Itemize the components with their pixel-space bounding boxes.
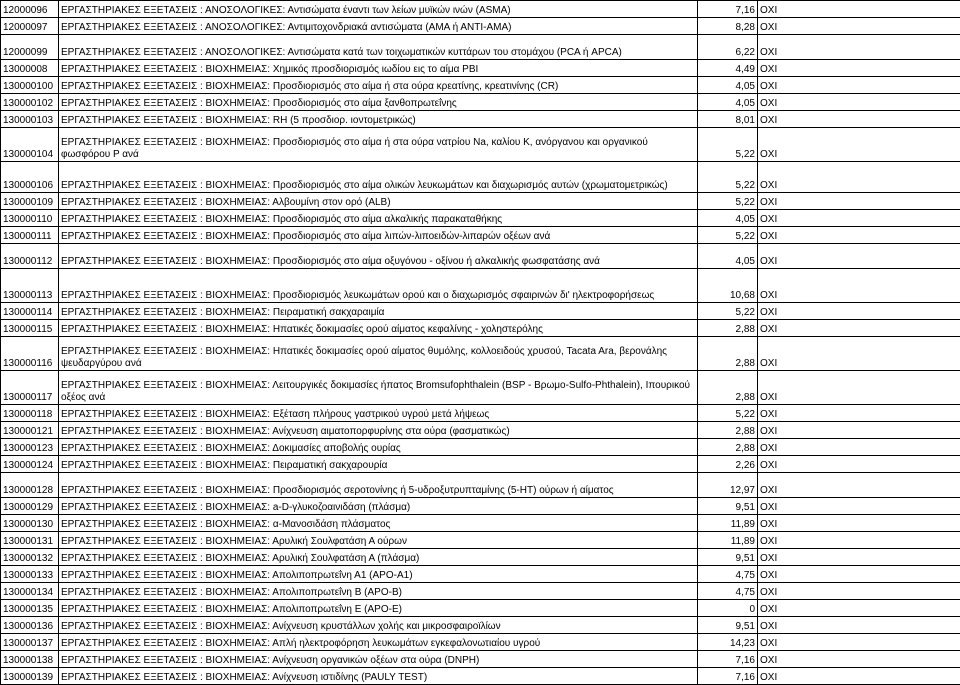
row-flag-cell[interactable]: ΟΧΙ (758, 244, 960, 269)
row-flag-cell[interactable]: ΟΧΙ (758, 617, 960, 634)
row-price-cell[interactable]: 5,22 (698, 227, 758, 244)
row-price-cell[interactable]: 7,16 (698, 651, 758, 668)
row-price-cell[interactable]: 4,05 (698, 77, 758, 94)
row-flag-cell[interactable]: ΟΧΙ (758, 439, 960, 456)
row-price-cell[interactable]: 2,88 (698, 337, 758, 371)
row-code-cell[interactable]: 130000124 (1, 456, 59, 473)
row-description-cell[interactable]: ΕΡΓΑΣΤΗΡΙΑΚΕΣ ΕΞΕΤΑΣΕΙΣ : ΒΙΟΧΗΜΕΙΑΣ: Δοκιμασίες αποβολής ουρίας (59, 439, 698, 456)
row-flag-cell[interactable]: ΟΧΙ (758, 227, 960, 244)
row-description-cell[interactable]: ΕΡΓΑΣΤΗΡΙΑΚΕΣ ΕΞΕΤΑΣΕΙΣ : ΒΙΟΧΗΜΕΙΑΣ: Προσδιορισμός στο αίμα οξυγόνου - οξίνου ή αλκαλικής φωσφατάσης ανά (59, 244, 698, 269)
row-description-cell[interactable]: ΕΡΓΑΣΤΗΡΙΑΚΕΣ ΕΞΕΤΑΣΕΙΣ : ΒΙΟΧΗΜΕΙΑΣ: RH (5 προσδιορ. ιοντομετρικώς) (59, 111, 698, 128)
row-code-cell[interactable]: 130000121 (1, 422, 59, 439)
row-price-cell[interactable]: 12,97 (698, 473, 758, 498)
row-description-cell[interactable]: ΕΡΓΑΣΤΗΡΙΑΚΕΣ ΕΞΕΤΑΣΕΙΣ : ΑΝΟΣΟΛΟΓΙΚΕΣ: Αντισώματα έναντι των λείων μυϊκών ινών (ASMA) (59, 1, 698, 18)
row-price-cell[interactable]: 2,88 (698, 320, 758, 337)
row-flag-cell[interactable]: ΟΧΙ (758, 405, 960, 422)
table-row (1, 1, 960, 18)
row-code-cell[interactable]: 130000135 (1, 600, 59, 617)
row-price-cell[interactable]: 2,88 (698, 422, 758, 439)
table-body (1, 1, 960, 685)
table-row (1, 456, 960, 473)
row-flag-cell[interactable]: ΟΧΙ (758, 583, 960, 600)
row-price-cell[interactable]: 4,75 (698, 566, 758, 583)
row-price-cell[interactable]: 10,68 (698, 269, 758, 303)
table-row (1, 651, 960, 668)
row-description-cell[interactable]: ΕΡΓΑΣΤΗΡΙΑΚΕΣ ΕΞΕΤΑΣΕΙΣ : ΒΙΟΧΗΜΕΙΑΣ: Λειτουργικές δοκιμασίες ήπατος Bromsufophthalein (BSP - Βρωμο-Sulfo-Phthalein), Ιπουρικού οξέος ανά (59, 371, 698, 405)
row-price-cell[interactable]: 4,75 (698, 583, 758, 600)
table-row (1, 18, 960, 35)
row-description-cell[interactable]: ΕΡΓΑΣΤΗΡΙΑΚΕΣ ΕΞΕΤΑΣΕΙΣ : ΒΙΟΧΗΜΕΙΑΣ: Ανίχνευση οργανικών οξέων στα ούρα (DNPH) (59, 651, 698, 668)
row-description-cell[interactable]: ΕΡΓΑΣΤΗΡΙΑΚΕΣ ΕΞΕΤΑΣΕΙΣ : ΒΙΟΧΗΜΕΙΑΣ: Προσδιορισμός λευκωμάτων ορού και ο διαχωρισμός σφαιρινών δι' ηλεκτροφορήσεως (59, 269, 698, 303)
table-row (1, 269, 960, 303)
row-code-cell[interactable]: 130000133 (1, 566, 59, 583)
row-code-cell[interactable]: 130000106 (1, 162, 59, 193)
row-code-cell[interactable]: 130000103 (1, 111, 59, 128)
row-code-cell[interactable]: 130000137 (1, 634, 59, 651)
row-description-cell[interactable]: ΕΡΓΑΣΤΗΡΙΑΚΕΣ ΕΞΕΤΑΣΕΙΣ : ΒΙΟΧΗΜΕΙΑΣ: a-D-γλυκοζοαινιδάση (πλάσμα) (59, 498, 698, 515)
table-row (1, 422, 960, 439)
row-description-cell[interactable]: ΕΡΓΑΣΤΗΡΙΑΚΕΣ ΕΞΕΤΑΣΕΙΣ : ΒΙΟΧΗΜΕΙΑΣ: Ανίχνευση κρυστάλλων χολής και μικροσφαιροϊλίων (59, 617, 698, 634)
row-flag-cell[interactable]: ΟΧΙ (758, 111, 960, 128)
table-row (1, 227, 960, 244)
row-flag-cell[interactable]: ΟΧΙ (758, 303, 960, 320)
row-code-cell[interactable]: 130000110 (1, 210, 59, 227)
row-price-cell[interactable]: 2,26 (698, 456, 758, 473)
row-flag-cell[interactable]: ΟΧΙ (758, 60, 960, 77)
row-code-cell[interactable]: 130000111 (1, 227, 59, 244)
row-code-cell[interactable]: 130000128 (1, 473, 59, 498)
row-flag-cell[interactable]: ΟΧΙ (758, 651, 960, 668)
table-row (1, 210, 960, 227)
row-price-cell[interactable]: 9,51 (698, 498, 758, 515)
row-price-cell[interactable]: 8,01 (698, 111, 758, 128)
row-code-cell[interactable]: 130000131 (1, 532, 59, 549)
row-code-cell[interactable]: 130000100 (1, 77, 59, 94)
table-row (1, 303, 960, 320)
row-price-cell[interactable]: 9,51 (698, 549, 758, 566)
table-row (1, 549, 960, 566)
row-code-cell[interactable]: 130000115 (1, 320, 59, 337)
row-description-cell[interactable]: ΕΡΓΑΣΤΗΡΙΑΚΕΣ ΕΞΕΤΑΣΕΙΣ : ΒΙΟΧΗΜΕΙΑΣ: Απολιποπρωτεΐνη Β (APO-B) (59, 583, 698, 600)
table-row (1, 128, 960, 162)
row-description-cell[interactable]: ΕΡΓΑΣΤΗΡΙΑΚΕΣ ΕΞΕΤΑΣΕΙΣ : ΑΝΟΣΟΛΟΓΙΚΕΣ: Αντισώματα κατά των τοιχωματικών κυττάρων του στομάχου (PCA ή APCA) (59, 35, 698, 60)
row-flag-cell[interactable]: ΟΧΙ (758, 162, 960, 193)
row-code-cell[interactable]: 130000123 (1, 439, 59, 456)
row-description-cell[interactable]: ΕΡΓΑΣΤΗΡΙΑΚΕΣ ΕΞΕΤΑΣΕΙΣ : ΒΙΟΧΗΜΕΙΑΣ: Ανίχνευση αιματοπορφυρίνης στα ούρα (φασματικώς) (59, 422, 698, 439)
table-row (1, 111, 960, 128)
row-description-cell[interactable]: ΕΡΓΑΣΤΗΡΙΑΚΕΣ ΕΞΕΤΑΣΕΙΣ : ΒΙΟΧΗΜΕΙΑΣ: Προσδιορισμός στο αίμα ολικών λευκωμάτων και διαχωρισμός αυτών (χρωματομετρικώς) (59, 162, 698, 193)
table-row (1, 371, 960, 405)
table-row (1, 600, 960, 617)
row-code-cell[interactable]: 130000118 (1, 405, 59, 422)
table-row (1, 617, 960, 634)
row-price-cell[interactable]: 7,16 (698, 668, 758, 685)
row-price-cell[interactable]: 2,88 (698, 371, 758, 405)
table-row (1, 35, 960, 60)
row-description-cell[interactable]: ΕΡΓΑΣΤΗΡΙΑΚΕΣ ΕΞΕΤΑΣΕΙΣ : ΒΙΟΧΗΜΕΙΑΣ: Αρυλική Σουλφατάση Α ούρων (59, 532, 698, 549)
row-description-cell[interactable]: ΕΡΓΑΣΤΗΡΙΑΚΕΣ ΕΞΕΤΑΣΕΙΣ : ΒΙΟΧΗΜΕΙΑΣ: Χημικός προσδιορισμός ιωδίου εις το αίμα PBI (59, 60, 698, 77)
table-row (1, 668, 960, 685)
row-price-cell[interactable]: 2,88 (698, 439, 758, 456)
row-price-cell[interactable]: 9,51 (698, 617, 758, 634)
row-flag-cell[interactable]: ΟΧΙ (758, 456, 960, 473)
row-flag-cell[interactable]: ΟΧΙ (758, 337, 960, 371)
row-description-cell[interactable]: ΕΡΓΑΣΤΗΡΙΑΚΕΣ ΕΞΕΤΑΣΕΙΣ : ΒΙΟΧΗΜΕΙΑΣ: α-Μανοσιδάση πλάσματος (59, 515, 698, 532)
row-description-cell[interactable]: ΕΡΓΑΣΤΗΡΙΑΚΕΣ ΕΞΕΤΑΣΕΙΣ : ΒΙΟΧΗΜΕΙΑΣ: Αλβουμίνη στον ορό (ALB) (59, 193, 698, 210)
row-code-cell[interactable]: 130000104 (1, 128, 59, 162)
row-description-cell[interactable]: ΕΡΓΑΣΤΗΡΙΑΚΕΣ ΕΞΕΤΑΣΕΙΣ : ΒΙΟΧΗΜΕΙΑΣ: Προσδιορισμός στο αίμα αλκαλικής παρακαταθήκης (59, 210, 698, 227)
table-row (1, 162, 960, 193)
row-price-cell[interactable]: 8,28 (698, 18, 758, 35)
row-flag-cell[interactable]: ΟΧΙ (758, 600, 960, 617)
row-price-cell[interactable]: 11,89 (698, 532, 758, 549)
row-price-cell[interactable]: 4,49 (698, 60, 758, 77)
row-flag-cell[interactable]: ΟΧΙ (758, 371, 960, 405)
table-row (1, 532, 960, 549)
row-description-cell[interactable]: ΕΡΓΑΣΤΗΡΙΑΚΕΣ ΕΞΕΤΑΣΕΙΣ : ΒΙΟΧΗΜΕΙΑΣ: Ηπατικές δοκιμασίες ορού αίματος κεφαλίνης - χοληστερόλης (59, 320, 698, 337)
table-row (1, 498, 960, 515)
row-description-cell[interactable]: ΕΡΓΑΣΤΗΡΙΑΚΕΣ ΕΞΕΤΑΣΕΙΣ : ΒΙΟΧΗΜΕΙΑΣ: Απλή ηλεκτροφόρηση λευκωμάτων εγκεφαλονωτιαίου υγρού (59, 634, 698, 651)
row-code-cell[interactable]: 12000099 (1, 35, 59, 60)
row-description-cell[interactable]: ΕΡΓΑΣΤΗΡΙΑΚΕΣ ΕΞΕΤΑΣΕΙΣ : ΒΙΟΧΗΜΕΙΑΣ: Απολιποπρωτεΐνη Ε (APO-E) (59, 600, 698, 617)
row-description-cell[interactable]: ΕΡΓΑΣΤΗΡΙΑΚΕΣ ΕΞΕΤΑΣΕΙΣ : ΒΙΟΧΗΜΕΙΑΣ: Πειραματική σακχαρουρία (59, 456, 698, 473)
row-price-cell[interactable]: 7,16 (698, 1, 758, 18)
row-description-cell[interactable]: ΕΡΓΑΣΤΗΡΙΑΚΕΣ ΕΞΕΤΑΣΕΙΣ : ΒΙΟΧΗΜΕΙΑΣ: Απολιποπρωτεΐνη Α1 (APO-A1) (59, 566, 698, 583)
row-code-cell[interactable]: 130000113 (1, 269, 59, 303)
row-price-cell[interactable]: 5,22 (698, 162, 758, 193)
row-flag-cell[interactable]: ΟΧΙ (758, 498, 960, 515)
row-flag-cell[interactable]: ΟΧΙ (758, 193, 960, 210)
table-row (1, 244, 960, 269)
row-flag-cell[interactable]: ΟΧΙ (758, 549, 960, 566)
row-code-cell[interactable]: 12000097 (1, 18, 59, 35)
row-description-cell[interactable]: ΕΡΓΑΣΤΗΡΙΑΚΕΣ ΕΞΕΤΑΣΕΙΣ : ΒΙΟΧΗΜΕΙΑΣ: Προσδιορισμός στο αίμα ή στα ούρα νατρίου Na, καλίου Κ, ανόργανου και οργανικού φωσφόρου Ρ ανά (59, 128, 698, 162)
table-row (1, 94, 960, 111)
table-row (1, 337, 960, 371)
row-code-cell[interactable]: 130000112 (1, 244, 59, 269)
row-flag-cell[interactable]: ΟΧΙ (758, 77, 960, 94)
row-flag-cell[interactable]: ΟΧΙ (758, 566, 960, 583)
row-code-cell[interactable]: 130000130 (1, 515, 59, 532)
row-price-cell[interactable]: 6,22 (698, 35, 758, 60)
row-flag-cell[interactable]: ΟΧΙ (758, 515, 960, 532)
table-row (1, 193, 960, 210)
row-flag-cell[interactable]: ΟΧΙ (758, 18, 960, 35)
row-description-cell[interactable]: ΕΡΓΑΣΤΗΡΙΑΚΕΣ ΕΞΕΤΑΣΕΙΣ : ΒΙΟΧΗΜΕΙΑΣ: Ηπατικές δοκιμασίες ορού αίματος θυμόλης, κολλοειδούς χρυσού, Tacata Ara, βερονάλης ψευδαργύρου ανά (59, 337, 698, 371)
row-price-cell[interactable]: 14,23 (698, 634, 758, 651)
row-code-cell[interactable]: 130000139 (1, 668, 59, 685)
row-code-cell[interactable]: 130000129 (1, 498, 59, 515)
row-description-cell[interactable]: ΕΡΓΑΣΤΗΡΙΑΚΕΣ ΕΞΕΤΑΣΕΙΣ : ΒΙΟΧΗΜΕΙΑΣ: Εξέταση πλήρους γαστρικού υγρού μετά λήψεως (59, 405, 698, 422)
row-code-cell[interactable]: 130000132 (1, 549, 59, 566)
table-row (1, 473, 960, 498)
row-price-cell[interactable]: 0 (698, 600, 758, 617)
row-price-cell[interactable]: 5,22 (698, 193, 758, 210)
row-description-cell[interactable]: ΕΡΓΑΣΤΗΡΙΑΚΕΣ ΕΞΕΤΑΣΕΙΣ : ΒΙΟΧΗΜΕΙΑΣ: Προσδιορισμός στο αίμα ή στα ούρα κρεατίνης, κρεατινίνης (CR) (59, 77, 698, 94)
row-code-cell[interactable]: 130000136 (1, 617, 59, 634)
table-row (1, 515, 960, 532)
row-flag-cell[interactable]: ΟΧΙ (758, 1, 960, 18)
table-row (1, 439, 960, 456)
table-row (1, 634, 960, 651)
row-description-cell[interactable]: ΕΡΓΑΣΤΗΡΙΑΚΕΣ ΕΞΕΤΑΣΕΙΣ : ΒΙΟΧΗΜΕΙΑΣ: Αρυλική Σουλφατάση Α (πλάσμα) (59, 549, 698, 566)
row-flag-cell[interactable]: ΟΧΙ (758, 210, 960, 227)
row-description-cell[interactable]: ΕΡΓΑΣΤΗΡΙΑΚΕΣ ΕΞΕΤΑΣΕΙΣ : ΒΙΟΧΗΜΕΙΑΣ: Πειραματική σακχαραιμία (59, 303, 698, 320)
table-row (1, 566, 960, 583)
row-flag-cell[interactable]: ΟΧΙ (758, 269, 960, 303)
row-flag-cell[interactable]: ΟΧΙ (758, 634, 960, 651)
row-code-cell[interactable]: 130000109 (1, 193, 59, 210)
row-flag-cell[interactable]: ΟΧΙ (758, 35, 960, 60)
row-code-cell[interactable]: 130000138 (1, 651, 59, 668)
table-row (1, 77, 960, 94)
row-code-cell[interactable]: 130000114 (1, 303, 59, 320)
row-price-cell[interactable]: 11,89 (698, 515, 758, 532)
row-code-cell[interactable]: 12000096 (1, 1, 59, 18)
row-price-cell[interactable]: 4,05 (698, 244, 758, 269)
row-description-cell[interactable]: ΕΡΓΑΣΤΗΡΙΑΚΕΣ ΕΞΕΤΑΣΕΙΣ : ΒΙΟΧΗΜΕΙΑΣ: Προσδιορισμός σεροτονίνης ή 5-υδροξυτρυπταμίνης (5-ΗΤ) ούρων ή αίματος (59, 473, 698, 498)
row-flag-cell[interactable]: ΟΧΙ (758, 94, 960, 111)
table-row (1, 405, 960, 422)
row-description-cell[interactable]: ΕΡΓΑΣΤΗΡΙΑΚΕΣ ΕΞΕΤΑΣΕΙΣ : ΒΙΟΧΗΜΕΙΑΣ: Προσδιορισμός στο αίμα λιπών-λιποειδών-λιπαρών οξέων ανά (59, 227, 698, 244)
row-flag-cell[interactable]: ΟΧΙ (758, 473, 960, 498)
row-code-cell[interactable]: 130000117 (1, 371, 59, 405)
row-flag-cell[interactable]: ΟΧΙ (758, 422, 960, 439)
row-price-cell[interactable]: 5,22 (698, 128, 758, 162)
row-code-cell[interactable]: 130000102 (1, 94, 59, 111)
row-price-cell[interactable]: 4,05 (698, 94, 758, 111)
row-flag-cell[interactable]: ΟΧΙ (758, 128, 960, 162)
table-row (1, 320, 960, 337)
row-code-cell[interactable]: 130000116 (1, 337, 59, 371)
table-row (1, 60, 960, 77)
row-code-cell[interactable]: 130000134 (1, 583, 59, 600)
row-flag-cell[interactable]: ΟΧΙ (758, 320, 960, 337)
row-code-cell[interactable]: 13000008 (1, 60, 59, 77)
row-description-cell[interactable]: ΕΡΓΑΣΤΗΡΙΑΚΕΣ ΕΞΕΤΑΣΕΙΣ : ΑΝΟΣΟΛΟΓΙΚΕΣ: Αντιμιτοχονδριακά αντισώματα (ΑΜΑ ή ΑΝΤΙ-ΑΜΑ) (59, 18, 698, 35)
row-flag-cell[interactable]: ΟΧΙ (758, 532, 960, 549)
table-row (1, 583, 960, 600)
row-price-cell[interactable]: 4,05 (698, 210, 758, 227)
row-price-cell[interactable]: 5,22 (698, 405, 758, 422)
row-description-cell[interactable]: ΕΡΓΑΣΤΗΡΙΑΚΕΣ ΕΞΕΤΑΣΕΙΣ : ΒΙΟΧΗΜΕΙΑΣ: Προσδιορισμός στο αίμα ξανθοπρωτεΐνης (59, 94, 698, 111)
row-flag-cell[interactable]: ΟΧΙ (758, 668, 960, 685)
row-description-cell[interactable]: ΕΡΓΑΣΤΗΡΙΑΚΕΣ ΕΞΕΤΑΣΕΙΣ : ΒΙΟΧΗΜΕΙΑΣ: Ανίχνευση ιστιδίνης (PAULY TEST) (59, 668, 698, 685)
row-price-cell[interactable]: 5,22 (698, 303, 758, 320)
